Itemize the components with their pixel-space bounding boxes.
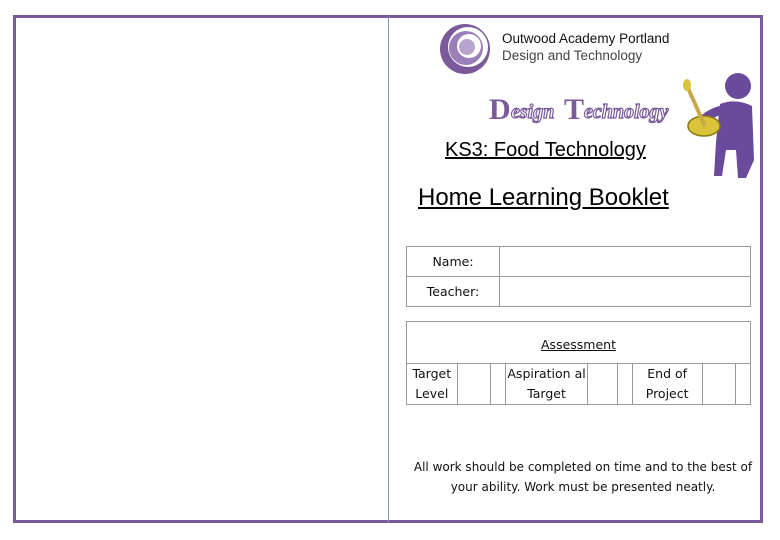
name-row: [407, 247, 751, 277]
fold-line: [388, 17, 389, 522]
aspirational-target-label: Aspiration al Target: [505, 364, 587, 405]
target-level-field[interactable]: [457, 364, 491, 405]
teacher-row: [407, 277, 751, 307]
teacher-field[interactable]: [500, 277, 751, 307]
svg-text:echnology: echnology: [584, 101, 669, 123]
name-field[interactable]: [500, 247, 751, 277]
end-of-project-extra-field[interactable]: [736, 364, 751, 405]
end-of-project-label: End of Project: [632, 364, 702, 405]
page-title: Home Learning Booklet: [418, 184, 669, 211]
teacher-label: Teacher:: [407, 277, 500, 307]
target-level-label: Target Level: [407, 364, 458, 405]
assessment-row: [407, 364, 751, 405]
school-header: [502, 30, 669, 64]
aspirational-target-field[interactable]: [588, 364, 618, 405]
instructions-note: All work should be completed on time and to the best of your ability. Work must be presented neatly.: [413, 460, 753, 494]
subtitle: KS3: Food Technology: [445, 139, 646, 161]
assessment-heading: Assessment: [407, 322, 751, 364]
department-name: Design and Technology: [502, 48, 643, 63]
svg-text:T: T: [564, 93, 585, 126]
name-label: Name:: [407, 247, 500, 277]
svg-text:esign: esign: [511, 101, 555, 123]
end-of-project-field[interactable]: [702, 364, 736, 405]
school-name: Outwood Academy Portland: [502, 31, 670, 46]
assessment-table: [406, 321, 751, 405]
svg-text:D: D: [489, 93, 511, 126]
target-level-extra-field[interactable]: [491, 364, 506, 405]
aspirational-target-extra-field[interactable]: [618, 364, 633, 405]
design-technology-wordmark: [489, 92, 669, 128]
swirl-logo-icon: [436, 22, 494, 76]
student-info-table: [406, 246, 751, 307]
chef-mascot-icon: [676, 70, 766, 180]
